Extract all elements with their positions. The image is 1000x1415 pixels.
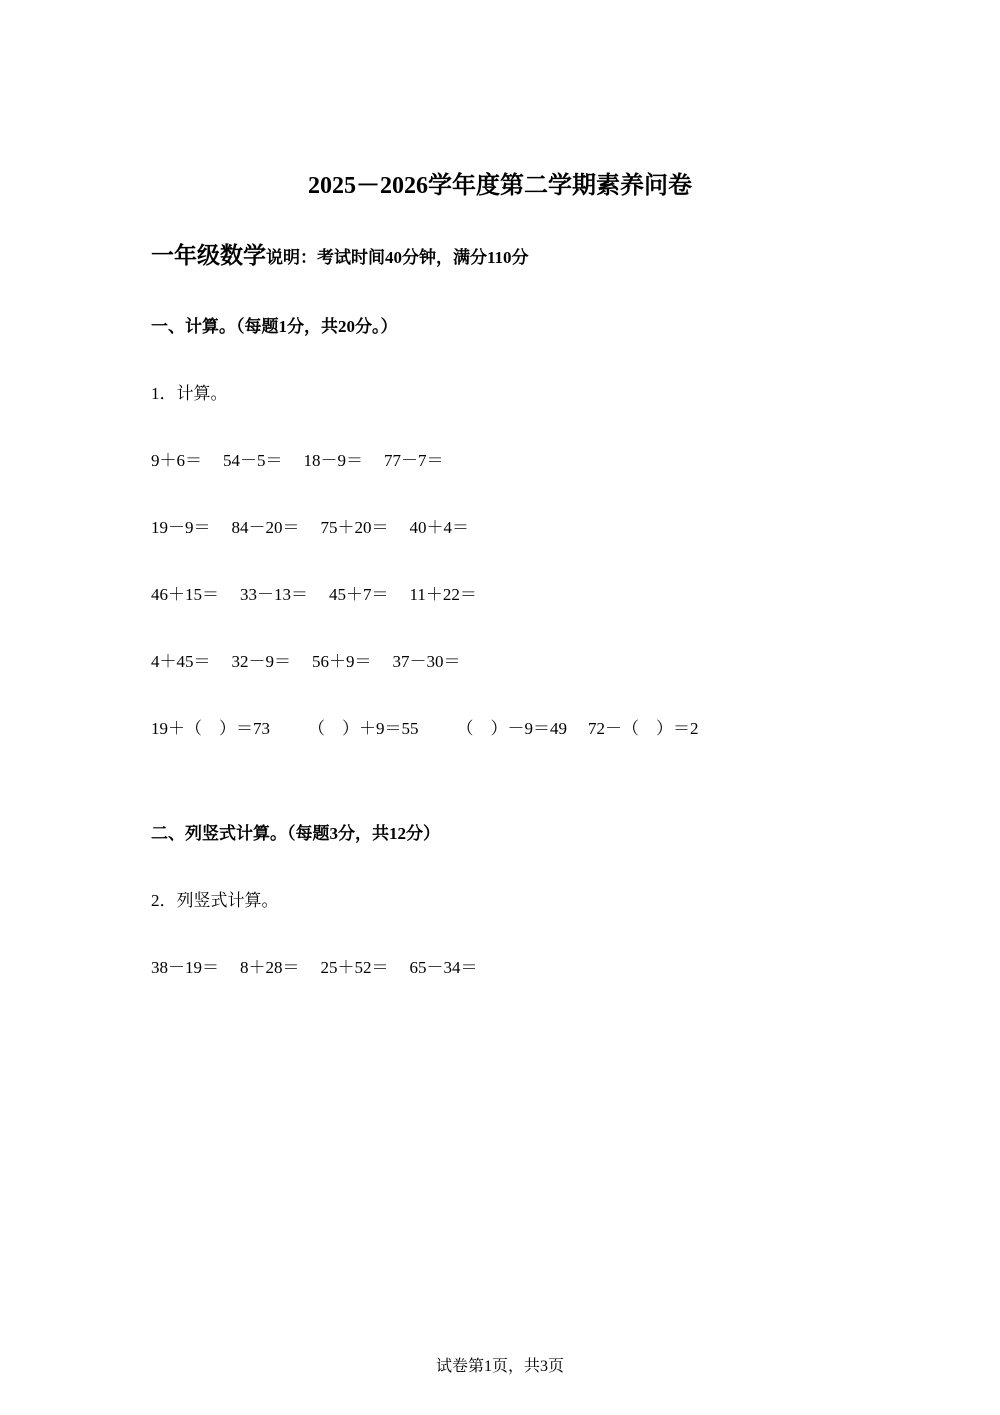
arithmetic-problem: 33－13＝ (240, 585, 308, 604)
problem-row (151, 715, 699, 743)
arithmetic-problem: 4＋45＝ (151, 652, 211, 671)
question-2-label: 2．列竖式计算。 (151, 891, 279, 910)
section-heading-2: 二、列竖式计算。（每题3分，共12分） (151, 824, 440, 843)
arithmetic-problem: 37－30＝ (392, 652, 461, 671)
fill-blank-problem: 19＋（ ）＝73 (151, 719, 287, 738)
subject-label: 一年级数学 (151, 243, 266, 269)
arithmetic-problem: 46＋15＝ (151, 585, 219, 604)
arithmetic-problem: 45＋7＝ (329, 585, 389, 604)
problem-row (151, 648, 461, 676)
fill-blank-problem: （ ）＋9＝55 (308, 719, 436, 738)
arithmetic-problem: 40＋4＝ (409, 518, 469, 537)
arithmetic-problem: 65－34＝ (409, 958, 478, 977)
problem-row (151, 447, 444, 475)
arithmetic-problem: 19－9＝ (151, 518, 211, 537)
arithmetic-problem: 32－9＝ (231, 652, 291, 671)
problem-row (151, 954, 478, 982)
question-1-label: 1．计算。 (151, 384, 228, 403)
subject-line (151, 238, 529, 277)
arithmetic-problem: 18－9＝ (303, 451, 363, 470)
fill-blank-problem: （ ）－9＝49 (456, 719, 567, 738)
page-title: 2025－2026学年度第二学期素养问卷 (308, 173, 692, 199)
arithmetic-problem: 8＋28＝ (240, 958, 300, 977)
arithmetic-problem: 77－7＝ (384, 451, 444, 470)
problem-row (151, 514, 469, 542)
exam-note: 说明：考试时间40分钟，满分110分 (266, 248, 529, 267)
arithmetic-problem: 75＋20＝ (320, 518, 389, 537)
fill-blank-problem: 72－（ ）＝2 (588, 719, 699, 738)
problem-row (151, 581, 477, 609)
section-heading-1: 一、计算。（每题1分，共20分。） (151, 317, 398, 336)
page-footer: 试卷第1页，共3页 (435, 1358, 564, 1375)
arithmetic-problem: 54－5＝ (223, 451, 283, 470)
arithmetic-problem: 38－19＝ (151, 958, 219, 977)
arithmetic-problem: 25＋52＝ (320, 958, 389, 977)
arithmetic-problem: 56＋9＝ (312, 652, 372, 671)
arithmetic-problem: 9＋6＝ (151, 451, 202, 470)
arithmetic-problem: 11＋22＝ (409, 585, 477, 604)
arithmetic-problem: 84－20＝ (231, 518, 300, 537)
